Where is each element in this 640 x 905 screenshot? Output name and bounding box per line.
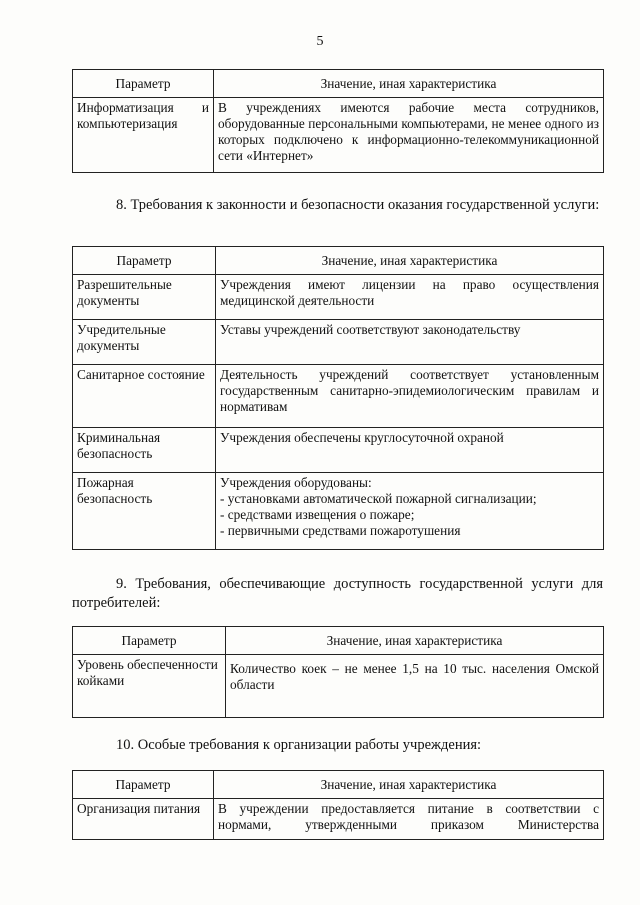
table-informatization [72, 69, 604, 173]
section-10-heading: 10. Особые требования к организации работы учреждения: [116, 737, 482, 753]
list-item: - первичными средствами пожаротушения [220, 523, 461, 538]
table-header-row [73, 627, 604, 655]
param-cell: Пожарная безопасность [73, 473, 216, 550]
table-row [73, 320, 604, 365]
value-cell: Деятельность учреждений соответствует установленным государственным санитарно-эпидемиологическим правилам и нормативам [216, 365, 604, 428]
section-8-heading: 8. Требования к законности и безопасности оказания государственной услуги: [116, 197, 600, 213]
header-param: Параметр [73, 771, 214, 799]
table-row [73, 428, 604, 473]
header-value: Значение, иная характеристика [226, 627, 604, 655]
table-special-requirements [72, 770, 604, 840]
param-cell: Разрешительные документы [73, 275, 216, 320]
table-row [73, 275, 604, 320]
section-9-heading: 9. Требования, обеспечивающие доступность государственной услуги для потребителей: [72, 576, 603, 611]
table-row [73, 98, 604, 173]
value-cell: В учреждениях имеются рабочие места сотрудников, оборудованные персональными компьютерами, не менее одного из которых подключено к информационно-телекоммуникационной сети «Интернет» [214, 98, 604, 173]
table-header-row [73, 247, 604, 275]
value-cell: В учреждении предоставляется питание в соответствии с нормами, утвержденными приказом Министерства [214, 799, 604, 840]
list-item: - средствами извещения о пожаре; [220, 507, 415, 522]
header-value: Значение, иная характеристика [214, 771, 604, 799]
param-cell: Информатизация и компьютеризация [73, 98, 214, 173]
value-cell: Количество коек – не менее 1,5 на 10 тыс. населения Омской области [226, 655, 604, 718]
param-cell: Учредительные документы [73, 320, 216, 365]
table-legality-safety [72, 246, 604, 550]
table-header-row [73, 771, 604, 799]
table-row [73, 473, 604, 550]
header-value: Значение, иная характеристика [216, 247, 604, 275]
table-row [73, 655, 604, 718]
list-item: - установками автоматической пожарной сигнализации; [220, 491, 537, 506]
header-param: Параметр [73, 247, 216, 275]
header-value: Значение, иная характеристика [214, 70, 604, 98]
param-cell: Организация питания [73, 799, 214, 840]
page-number: 5 [316, 34, 324, 49]
param-cell: Санитарное состояние [73, 365, 216, 428]
header-param: Параметр [73, 627, 226, 655]
value-intro: Учреждения оборудованы: [220, 475, 372, 490]
value-cell: Учреждения обеспечены круглосуточной охраной [216, 428, 604, 473]
table-row [73, 799, 604, 840]
param-cell: Уровень обеспеченности койками [73, 655, 226, 718]
table-accessibility [72, 626, 604, 718]
header-param: Параметр [73, 70, 214, 98]
value-cell: Учреждения имеют лицензии на право осуществления медицинской деятельности [216, 275, 604, 320]
value-cell: Уставы учреждений соответствуют законодательству [216, 320, 604, 365]
param-cell: Криминальная безопасность [73, 428, 216, 473]
value-cell [216, 473, 604, 550]
table-header-row [73, 70, 604, 98]
table-row [73, 365, 604, 428]
